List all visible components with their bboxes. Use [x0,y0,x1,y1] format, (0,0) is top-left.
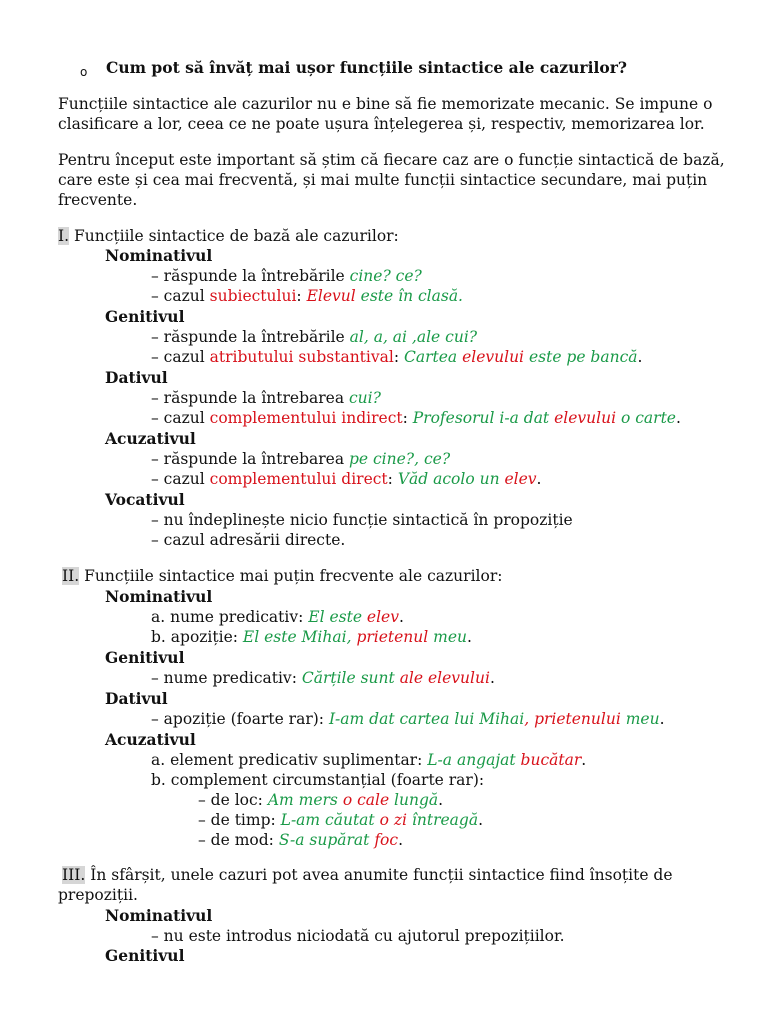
highlighted-example: o cale [342,791,390,809]
item-text: . [398,831,403,849]
item-text: – cazul [151,287,210,305]
intro-paragraph-1-line-1: Funcțiile sintactice ale cazurilor nu e bine să fie memorizate mecanic. Se impune o [58,95,713,113]
term-text: atributului substantival [209,348,394,366]
example-text: meu [620,710,660,728]
case-heading-genitiv: Genitivul [105,946,185,965]
example-text: Cărțile sunt [301,669,400,687]
item-text: – de timp: [198,811,281,829]
item-text: – cazul [151,470,210,488]
item-text: : [393,348,404,366]
list-item [151,347,642,367]
list-item: – cazul adresării directe. [151,531,346,549]
list-item [151,750,586,770]
item-text: : [296,287,307,305]
item-text: b. apoziție: [151,628,243,646]
item-text: . [675,409,681,427]
page-title: Cum pot să învăț mai ușor funcțiile sintactice ale cazurilor? [106,58,627,77]
example-text: L-a angajat [427,751,521,769]
example-text: o carte [616,409,676,427]
highlighted-example: prietenul [356,628,429,646]
item-text: a. nume predicativ: [151,608,309,626]
list-item [198,790,443,810]
section-3-heading [62,865,673,885]
section-1-heading [58,226,399,246]
intro-paragraph-2-line-3: frecvente. [58,191,138,209]
example-text: Am mers [267,791,343,809]
highlighted-example: foc [374,831,399,849]
term-text: complementului direct [209,470,388,488]
example-text: este în clasă. [355,287,463,305]
example-text: lungă [389,791,439,809]
example-text: I-am dat cartea lui Mihai [328,710,525,728]
example-text: Văd acolo un [397,470,505,488]
list-item [151,266,422,286]
example-text: Cartea [403,348,463,366]
section-title: Funcțiile sintactice de bază ale cazurilor: [69,227,399,245]
list-item [151,469,541,489]
highlighted-example: bucătar [520,751,582,769]
case-heading-acuzativ: Acuzativul [105,730,196,749]
highlighted-example: , prietenului [524,710,621,728]
example-text: este pe bancă [524,348,638,366]
section-2-heading [62,566,502,586]
example-text: cine? ce? [349,267,422,285]
highlighted-example: elev [504,470,537,488]
item-text: . [581,751,587,769]
list-item [198,810,483,830]
item-text: – răspunde la întrebările [151,267,350,285]
example-text: S-a supărat [278,831,375,849]
list-item [151,668,495,688]
highlighted-example: Elevul [306,287,356,305]
list-item: – nu îndeplinește nicio funcție sintactică în propoziție [151,511,573,529]
case-heading-dativ: Dativul [105,689,168,708]
highlighted-example: ale elevului [399,669,490,687]
item-text: . [438,791,444,809]
list-item [151,709,665,729]
example-text: Profesorul i-a dat [412,409,555,427]
list-item [151,327,477,347]
intro-paragraph-2-line-2: care este și cea mai frecventă, și mai multe funcții sintactice secundare, mai puțin [58,171,708,189]
item-text: . [467,628,472,646]
item-text: – apoziție (foarte rar): [151,710,329,728]
section-title: În sfârșit, unele cazuri pot avea anumite funcții sintactice fiind însoțite de [85,866,673,884]
item-text: . [637,348,643,366]
section-3-heading-line-2: prepoziții. [58,886,138,904]
intro-paragraph-2-line-1: Pentru început este important să știm că fiecare caz are o funcție sintactică de bază, [58,151,725,169]
item-text: – răspunde la întrebarea [151,389,349,407]
section-title: Funcțiile sintactice mai puțin frecvente ale cazurilor: [79,567,503,585]
example-text: El este Mihai, [242,628,357,646]
term-text: complementului indirect [209,409,403,427]
list-item [151,286,463,306]
item-text: . [398,608,404,626]
list-item [151,388,381,408]
case-heading-nominativ: Nominativul [105,587,213,606]
example-text: El este [308,608,367,626]
item-text: : [402,409,413,427]
list-item [151,627,472,647]
item-text: – răspunde la întrebarea [151,450,349,468]
item-text: – de loc: [198,791,268,809]
item-text: – cazul [151,348,210,366]
list-item [151,449,450,469]
case-heading-nominativ: Nominativul [105,246,213,265]
term-text: subiectului [209,287,297,305]
item-text: . [489,669,495,687]
example-text: meu [428,628,468,646]
case-heading-acuzativ: Acuzativul [105,429,196,448]
item-text: : [387,470,398,488]
section-number: II. [62,567,80,585]
item-text: . [536,470,542,488]
section-number: I. [58,227,70,245]
highlighted-example: elevului [554,409,617,427]
intro-paragraph-1-line-2: clasificare a lor, ceea ce ne poate ușura înțelegerea și, respectiv, memorizarea lor. [58,115,705,133]
case-heading-nominativ: Nominativul [105,906,213,925]
item-text: – cazul [151,409,210,427]
section-number: III. [62,866,86,884]
highlighted-example: elev [366,608,399,626]
example-text: cui? [348,389,381,407]
example-text: L-am căutat [280,811,380,829]
case-heading-genitiv: Genitivul [105,307,185,326]
circle-bullet-icon: o [80,65,88,79]
case-heading-genitiv: Genitivul [105,648,185,667]
case-heading-dativ: Dativul [105,368,168,387]
list-item [151,607,404,627]
list-item: b. complement circumstanțial (foarte rar): [151,771,485,789]
list-item [198,830,403,850]
example-text: pe cine?, ce? [348,450,451,468]
item-text: – răspunde la întrebările [151,328,350,346]
item-text: . [478,811,484,829]
item-text: – nume predicativ: [151,669,302,687]
case-heading-vocativ: Vocativul [105,490,185,509]
item-text: . [659,710,665,728]
highlighted-example: o zi [379,811,407,829]
list-item: – nu este introdus niciodată cu ajutorul prepozițiilor. [151,927,565,945]
example-text: întreagă [406,811,479,829]
example-text: al, a, ai ,ale cui? [349,328,478,346]
highlighted-example: elevului [462,348,525,366]
list-item [151,408,681,428]
item-text: a. element predicativ suplimentar: [151,751,428,769]
item-text: – de mod: [198,831,279,849]
